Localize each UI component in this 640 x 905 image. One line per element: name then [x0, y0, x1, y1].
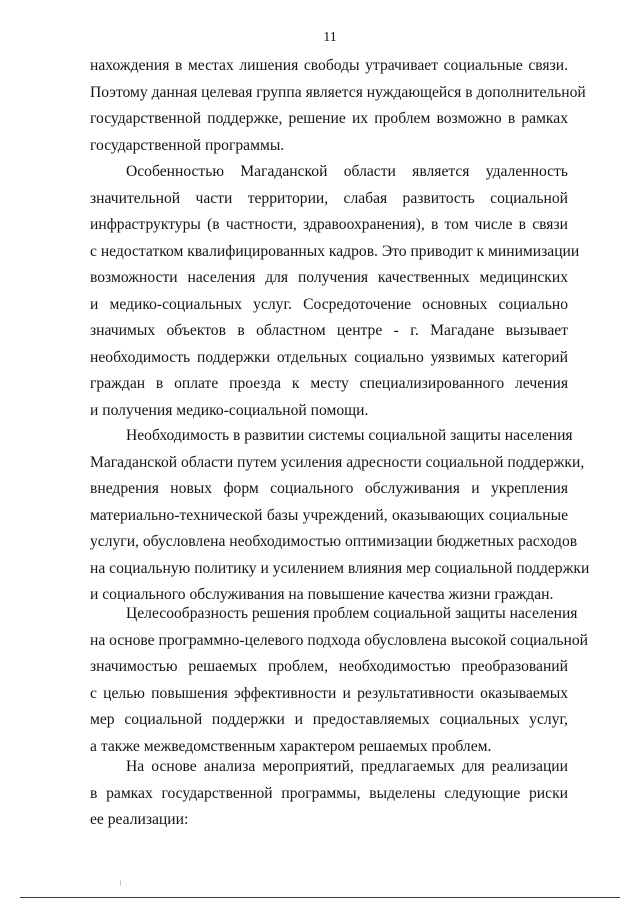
page-number: 11 — [323, 30, 337, 45]
text-line: и социального обслуживания на повышение качества жизни граждан. — [90, 586, 554, 603]
text-line: Поэтому данная целевая группа является нуждающейся в дополнительной — [90, 83, 586, 101]
text-line: внедрения новых форм социального обслуживания и укрепления — [90, 480, 568, 497]
text-line: с целью повышения эффективности и результативности оказываемых — [90, 684, 568, 702]
text-line: На основе анализа мероприятий, предлагаемых для реализации — [126, 758, 568, 775]
paragraph-risks-intro — [90, 754, 568, 834]
text-line: Магаданской области путем усиления адресности социальной поддержки, — [90, 453, 585, 471]
text-line: государственной поддержке, решение их проблем возможно в рамках — [90, 110, 568, 127]
text-line: Особенностью Магаданской области является удаленность — [126, 163, 568, 180]
page-bottom-edge-line — [20, 897, 620, 898]
text-line: Целесообразность решения проблем социальной защиты населения — [126, 605, 578, 622]
text-line: значительной части территории, слабая развитость социальной — [90, 189, 568, 207]
text-line: и получения медико-социальной помощи. — [90, 401, 369, 419]
paragraph-region-features — [90, 159, 580, 424]
text-line: в рамках государственной программы, выделены следующие риски — [90, 784, 568, 802]
text-line: значимых объектов в областном центре - г. Магадане вызывает — [90, 322, 568, 339]
text-line: услуги, обусловлена необходимостью оптимизации бюджетных расходов — [90, 533, 578, 550]
text-line: возможности населения для получения качественных медицинских — [90, 269, 568, 286]
text-line: значимостью решаемых проблем, необходимостью преобразований — [90, 658, 568, 675]
text-line: с недостатком квалифицированных кадров. Это приводит к минимизации — [90, 242, 580, 260]
text-line: материально-технической базы учреждений, оказывающих социальные — [90, 506, 568, 524]
paragraph-program-approach — [90, 601, 588, 760]
text-line: Необходимость в развитии системы социальной защиты населения — [126, 427, 573, 444]
text-line: а также межведомственным характером решаемых проблем. — [90, 737, 492, 755]
text-line: граждан в оплате проезда к месту специализированного лечения — [90, 375, 568, 392]
text-line: и медико-социальных услуг. Сосредоточение основных социально — [90, 295, 568, 313]
paragraph-development-need — [90, 423, 590, 609]
text-line: необходимость поддержки отдельных социально уязвимых категорий — [90, 348, 568, 366]
paragraph-continuation — [90, 53, 586, 159]
text-line: инфраструктуры (в частности, здравоохранения), в том числе в связи — [90, 216, 568, 233]
text-line: мер социальной поддержки и предоставляемых социальных услуг, — [90, 711, 568, 728]
text-line: ее реализации: — [90, 811, 189, 828]
text-line: на социальную политику и усилением влияния мер социальной поддержки — [90, 559, 590, 577]
text-line: нахождения в местах лишения свободы утрачивает социальные связи. — [90, 57, 568, 74]
text-line: государственной программы. — [90, 136, 285, 154]
text-line: на основе программно-целевого подхода обусловлена высокой социальной — [90, 631, 588, 649]
scan-artifact-mark — [120, 880, 121, 886]
